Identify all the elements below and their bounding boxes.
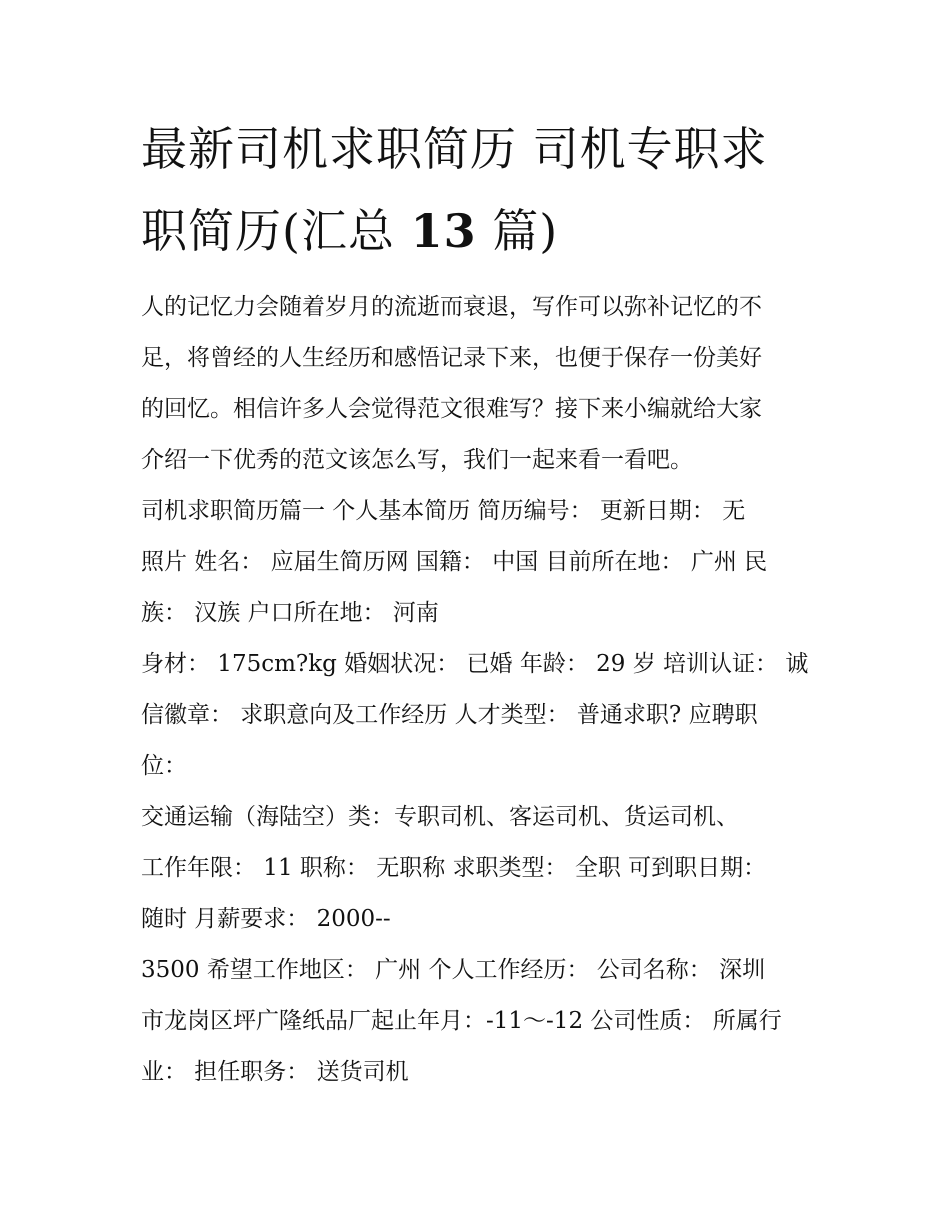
intro-line: 足，将曾经的人生经历和感悟记录下来，也便于保存一份美好	[141, 345, 762, 371]
basic-info-line: 司机求职简历篇一 个人基本简历 简历编号： 更新日期： 无	[141, 498, 746, 524]
job-intention-line: 工作年限： 11 职称： 无职称 求职类型： 全职 可到职日期：	[141, 855, 767, 881]
title-line-2-prefix: 职简历(汇总	[141, 204, 411, 258]
title-count: 13	[410, 204, 477, 258]
document-page	[141, 108, 813, 1098]
personal-details-paragraph	[141, 639, 813, 792]
job-intention-line: 交通运输（海陆空）类：专职司机、客运司机、货运司机、	[141, 804, 739, 830]
work-experience-line: 业： 担任职务： 送货司机	[141, 1059, 409, 1085]
work-experience-line: 市龙岗区坪广隆纸品厂起止年月：-11～-12 公司性质： 所属行	[141, 1008, 782, 1034]
job-intention-paragraph	[141, 792, 813, 945]
intro-paragraph	[141, 282, 813, 486]
document-title	[141, 108, 813, 272]
job-intention-line: 随时 月薪要求： 2000--	[141, 906, 391, 932]
title-line-2-suffix: 篇)	[476, 204, 559, 258]
personal-details-line: 位：	[141, 753, 187, 779]
intro-line: 的回忆。相信许多人会觉得范文很难写？接下来小编就给大家	[141, 396, 762, 422]
intro-line: 介绍一下优秀的范文该怎么写，我们一起来看一看吧。	[141, 447, 693, 473]
personal-details-line: 信徽章： 求职意向及工作经历 人才类型： 普通求职? 应聘职	[141, 702, 758, 728]
basic-info-paragraph	[141, 486, 813, 639]
basic-info-line: 族： 汉族 户口所在地： 河南	[141, 600, 439, 626]
title-line-2	[141, 190, 813, 272]
work-experience-paragraph	[141, 945, 813, 1098]
work-experience-line: 3500 希望工作地区： 广州 个人工作经历： 公司名称： 深圳	[141, 957, 766, 983]
basic-info-line: 照片 姓名： 应届生简历网 国籍： 中国 目前所在地： 广州 民	[141, 549, 768, 575]
title-line-1: 最新司机求职简历 司机专职求	[141, 122, 768, 176]
personal-details-line: 身材： 175cm?kg 婚姻状况： 已婚 年龄： 29 岁 培训认证： 诚	[141, 651, 809, 677]
intro-line: 人的记忆力会随着岁月的流逝而衰退，写作可以弥补记忆的不	[141, 294, 762, 320]
